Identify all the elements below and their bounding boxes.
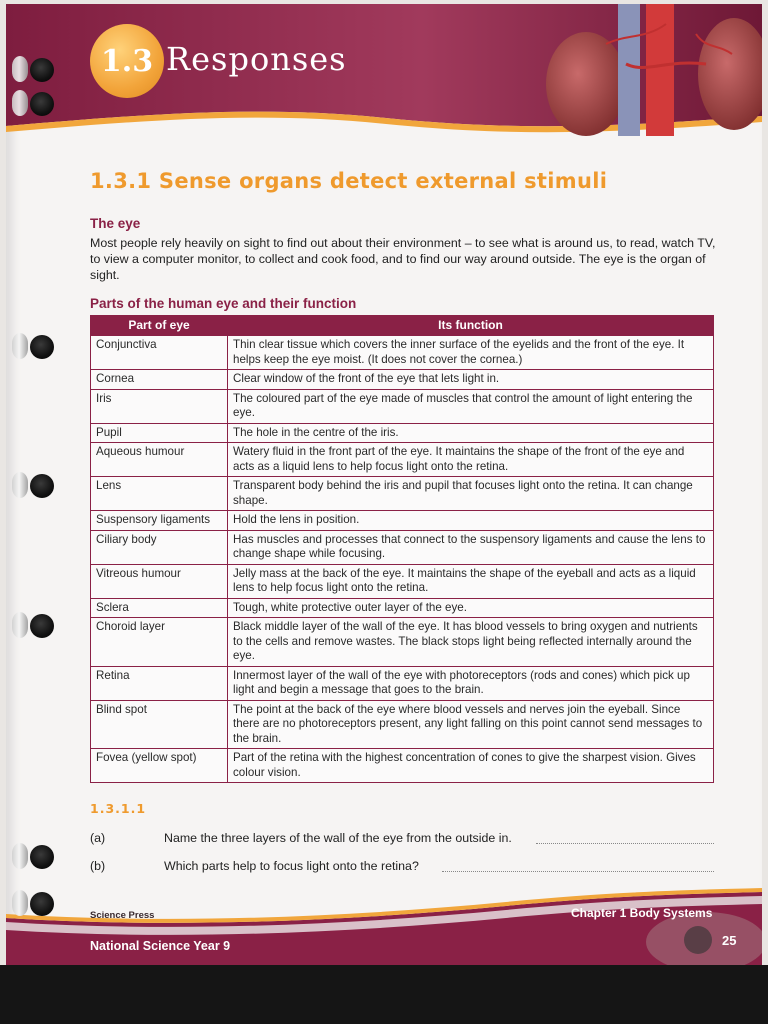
table-row bbox=[91, 423, 714, 443]
footer-chapter: Chapter 1 Body Systems bbox=[571, 906, 713, 920]
question-text: Which parts help to focus light onto the retina? bbox=[164, 859, 419, 873]
table-row bbox=[91, 666, 714, 700]
page-number: 25 bbox=[722, 933, 737, 948]
binder-hole bbox=[30, 92, 54, 116]
binder-hole bbox=[30, 845, 54, 869]
binder-hole bbox=[30, 614, 54, 638]
function-cell: Thin clear tissue which covers the inner surface of the eyelids and the front of the eye. It helps keep the eye moist. (It does not cover the cornea.) bbox=[228, 336, 714, 370]
eye-parts-table bbox=[90, 315, 714, 783]
function-cell: Clear window of the front of the eye that lets light in. bbox=[228, 370, 714, 390]
binder-ring bbox=[12, 890, 28, 916]
binder-ring bbox=[12, 843, 28, 869]
part-cell: Ciliary body bbox=[91, 530, 228, 564]
textbook-page bbox=[6, 4, 762, 965]
column-header-function: Its function bbox=[228, 316, 714, 336]
part-cell: Pupil bbox=[91, 423, 228, 443]
eye-intro-paragraph: Most people rely heavily on sight to find out about their environment – to see what is around us, to read, watch TV, to view a computer monitor, to collect and cook food, and to find our way around outside. The eye is the organ of sight. bbox=[90, 236, 716, 282]
part-cell: Suspensory ligaments bbox=[91, 511, 228, 531]
binder-ring bbox=[12, 472, 28, 498]
table-row bbox=[91, 530, 714, 564]
function-cell: Tough, white protective outer layer of the eye. bbox=[228, 598, 714, 618]
footer-publisher: Science Press bbox=[90, 910, 155, 921]
function-cell: The point at the back of the eye where blood vessels and nerves join the eyeball. Since there are no photoreceptors present, any light falling on this point cannot send messages to the brain. bbox=[228, 700, 714, 749]
question-number: 1.3.1.1 bbox=[90, 801, 147, 816]
part-cell: Vitreous humour bbox=[91, 564, 228, 598]
part-cell: Blind spot bbox=[91, 700, 228, 749]
part-cell: Iris bbox=[91, 389, 228, 423]
part-cell: Choroid layer bbox=[91, 618, 228, 667]
section-badge: 1.3 bbox=[90, 24, 164, 98]
table-row bbox=[91, 700, 714, 749]
page-title: Responses bbox=[166, 40, 347, 78]
function-cell: Watery fluid in the front part of the eye. It maintains the shape of the front of the eye and acts as a liquid lens to help focus light onto the retina. bbox=[228, 443, 714, 477]
scanner-edge bbox=[0, 965, 768, 1024]
table-header-row bbox=[91, 316, 714, 336]
function-cell: Has muscles and processes that connect to the suspensory ligaments and cause the lens to change shape while focusing. bbox=[228, 530, 714, 564]
table-body bbox=[91, 336, 714, 783]
table-row bbox=[91, 389, 714, 423]
part-cell: Cornea bbox=[91, 370, 228, 390]
table-row bbox=[91, 598, 714, 618]
column-header-part: Part of eye bbox=[91, 316, 228, 336]
function-cell: Innermost layer of the wall of the eye with photoreceptors (rods and cones) which pick up light and begin a message that goes to the brain. bbox=[228, 666, 714, 700]
part-cell: Lens bbox=[91, 477, 228, 511]
table-row bbox=[91, 336, 714, 370]
eye-heading: The eye bbox=[90, 216, 141, 231]
function-cell: Part of the retina with the highest concentration of cones to give the sharpest vision. Gives colour vision. bbox=[228, 749, 714, 783]
binder-hole bbox=[30, 892, 54, 916]
binder-ring bbox=[12, 612, 28, 638]
answer-line[interactable] bbox=[536, 831, 714, 844]
table-row bbox=[91, 564, 714, 598]
part-cell: Aqueous humour bbox=[91, 443, 228, 477]
table-heading: Parts of the human eye and their function bbox=[90, 296, 357, 311]
binder-ring bbox=[12, 56, 28, 82]
footer-book-title: National Science Year 9 bbox=[90, 939, 231, 953]
question-text: Name the three layers of the wall of the eye from the outside in. bbox=[164, 831, 512, 845]
binder-hole bbox=[30, 474, 54, 498]
table-row bbox=[91, 443, 714, 477]
function-cell: The hole in the centre of the iris. bbox=[228, 423, 714, 443]
function-cell: Jelly mass at the back of the eye. It maintains the shape of the eyeball and acts as a liquid lens to help focus light onto the retina. bbox=[228, 564, 714, 598]
function-cell: Hold the lens in position. bbox=[228, 511, 714, 531]
binder-hole bbox=[30, 58, 54, 82]
part-cell: Conjunctiva bbox=[91, 336, 228, 370]
part-cell: Sclera bbox=[91, 598, 228, 618]
binder-hole bbox=[30, 335, 54, 359]
binder-ring bbox=[12, 333, 28, 359]
binder-ring bbox=[12, 90, 28, 116]
question-label: (b) bbox=[90, 859, 106, 873]
part-cell: Fovea (yellow spot) bbox=[91, 749, 228, 783]
table-row bbox=[91, 477, 714, 511]
answer-line[interactable] bbox=[442, 859, 714, 872]
section-title: 1.3.1 Sense organs detect external stimuli bbox=[90, 169, 608, 193]
question-label: (a) bbox=[90, 831, 106, 845]
part-cell: Retina bbox=[91, 666, 228, 700]
function-cell: Black middle layer of the wall of the eye. It has blood vessels to bring oxygen and nutrients to the cells and remove wastes. The black stops light being reflected internally around the eye. bbox=[228, 618, 714, 667]
table-row bbox=[91, 370, 714, 390]
table-row bbox=[91, 511, 714, 531]
table-row bbox=[91, 618, 714, 667]
function-cell: The coloured part of the eye made of muscles that control the amount of light entering the eye. bbox=[228, 389, 714, 423]
table-row bbox=[91, 749, 714, 783]
function-cell: Transparent body behind the iris and pupil that focuses light onto the retina. It can change shape. bbox=[228, 477, 714, 511]
